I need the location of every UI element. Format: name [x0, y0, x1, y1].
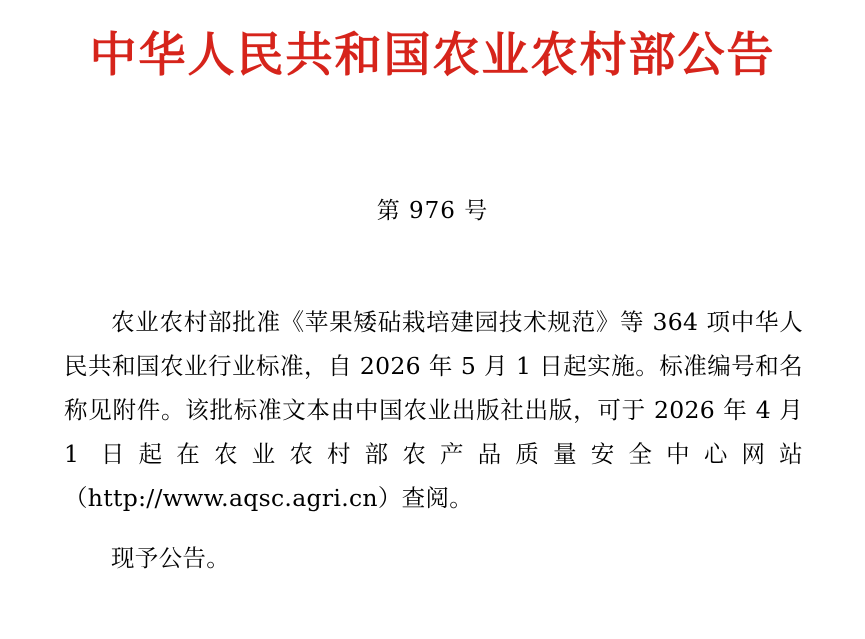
document-number: 第 976 号 — [376, 198, 489, 225]
body-paragraph: 农业农村部批准《苹果矮砧栽培建园技术规范》等 364 项中华人民共和国农业行业标准，自 2026 年 5 月 1 日起实施。标准编号和名称见附件。该批标准文本由中国农业出版社出版，可于 2026 年 4 月 1 日起在农业农村部农产品质量安全中心网站（http://www.aqsc.agri.cn）查阅。 — [64, 308, 803, 513]
document-body — [0, 225, 865, 580]
page-title: 中华人民共和国农业农村部公告 — [89, 28, 776, 83]
body-paragraph: 现予公告。 — [111, 544, 230, 573]
